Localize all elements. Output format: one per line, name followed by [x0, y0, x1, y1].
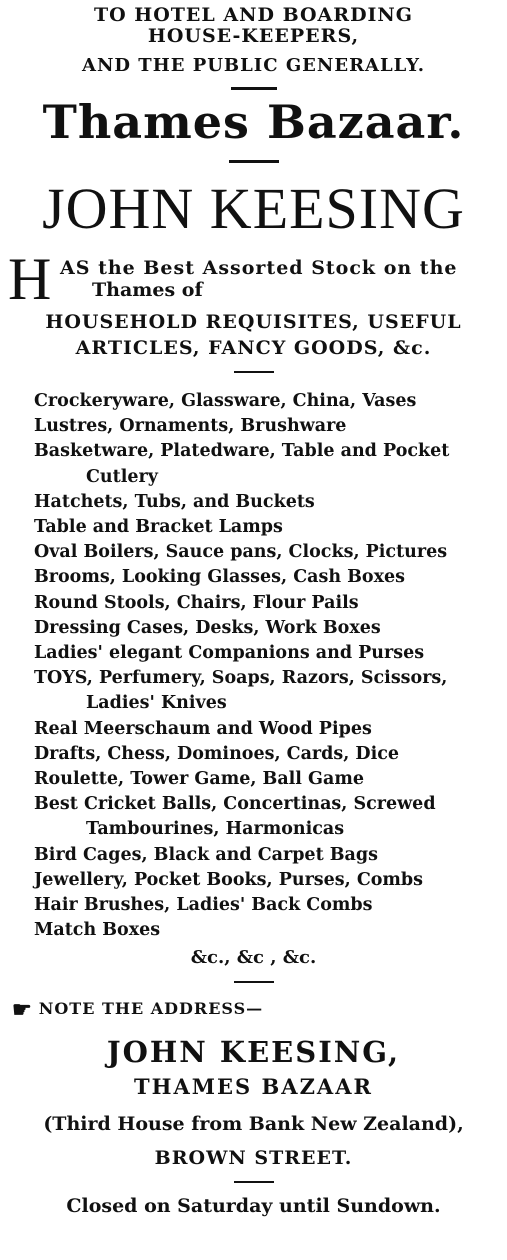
list-item: Jewellery, Pocket Books, Purses, Combs	[34, 869, 424, 890]
list-item: Real Meerschaum and Wood Pipes	[34, 718, 372, 739]
list-item: TOYS, Perfumery, Soaps, Razors, Scissors,	[34, 668, 448, 689]
requisites-line-2: ARTICLES, FANCY GOODS, &c.	[75, 337, 432, 359]
intro-line-2: Thames of	[92, 279, 203, 301]
list-item: Cutlery	[86, 466, 158, 487]
pointing-hand-icon: ☛	[12, 997, 33, 1024]
list-item: Ladies' elegant Companions and Purses	[34, 643, 425, 664]
header-line-1: TO HOTEL AND BOARDING	[93, 4, 414, 26]
list-item: Best Cricket Balls, Concertinas, Screwed	[34, 794, 436, 815]
address-note	[4, 997, 503, 1023]
etcetera: &c., &c , &c.	[190, 947, 317, 969]
list-item: Table and Bracket Lamps	[34, 517, 283, 538]
list-item: Lustres, Ornaments, Brushware	[34, 416, 347, 437]
store-title: Thames Bazaar.	[42, 95, 465, 149]
requisites-line-1: HOUSEHOLD REQUISITES, USEFUL	[45, 311, 462, 333]
address-location: (Third House from Bank New Zealand),	[43, 1113, 464, 1136]
divider	[231, 87, 277, 90]
address-bazaar: THAMES BAZAAR	[134, 1074, 373, 1100]
divider	[229, 160, 279, 163]
proprietor-name: JOHN KEESING	[42, 176, 465, 241]
list-item: Hatchets, Tubs, and Buckets	[34, 491, 315, 512]
address-name: JOHN KEESING,	[106, 1035, 401, 1070]
divider	[234, 981, 274, 983]
closing-hours: Closed on Saturday until Sundown.	[66, 1195, 441, 1218]
list-item: Round Stools, Chairs, Flour Pails	[34, 592, 359, 613]
list-item: Tambourines, Harmonicas	[86, 819, 345, 840]
list-item: Roulette, Tower Game, Ball Game	[34, 769, 364, 790]
list-item: Ladies' Knives	[86, 693, 227, 714]
drop-cap: H	[8, 246, 52, 312]
list-item: Dressing Cases, Desks, Work Boxes	[34, 617, 381, 638]
list-item: Drafts, Chess, Dominoes, Cards, Dice	[34, 743, 400, 764]
list-item: Bird Cages, Black and Carpet Bags	[34, 844, 378, 865]
list-item: Match Boxes	[34, 920, 161, 941]
header-line-2: HOUSE-KEEPERS,	[147, 25, 360, 47]
list-item: Crockeryware, Glassware, China, Vases	[34, 391, 417, 411]
address-note-text: NOTE THE ADDRESS—	[38, 999, 264, 1019]
list-item: Oval Boilers, Sauce pans, Clocks, Pictures	[34, 542, 448, 563]
intro-paragraph	[4, 246, 503, 312]
goods-list	[4, 389, 503, 943]
list-item: Basketware, Platedware, Table and Pocket	[34, 441, 450, 462]
header-line-3: AND THE PUBLIC GENERALLY.	[82, 55, 425, 76]
divider	[234, 371, 274, 373]
divider	[234, 1181, 274, 1183]
address-street: BROWN STREET.	[154, 1147, 353, 1170]
list-item: Brooms, Looking Glasses, Cash Boxes	[34, 567, 406, 588]
intro-line-1: AS the Best Assorted Stock on the	[60, 257, 458, 279]
list-item: Hair Brushes, Ladies' Back Combs	[34, 895, 373, 916]
